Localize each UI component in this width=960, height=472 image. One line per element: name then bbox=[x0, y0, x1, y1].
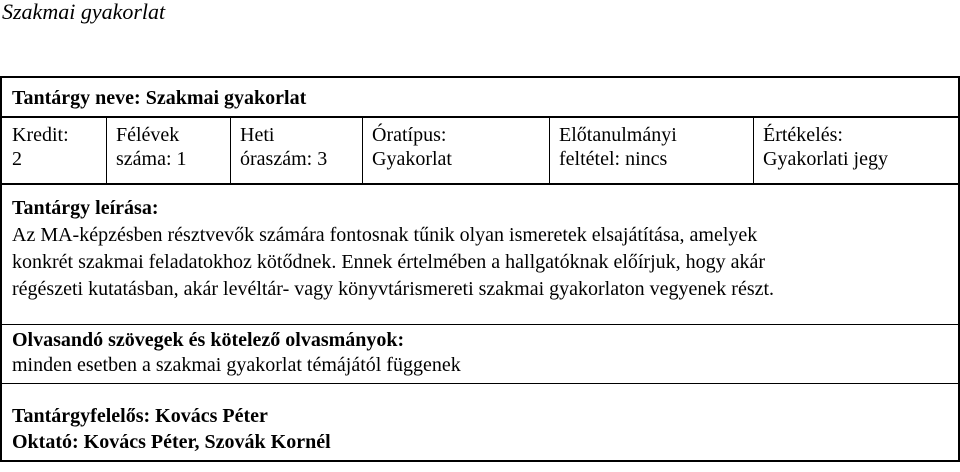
semester-value: száma: 1 bbox=[116, 148, 187, 170]
responsible-label: Tantárgyfelelős: Kovács Péter bbox=[12, 405, 268, 427]
divider bbox=[753, 118, 754, 183]
description-line: régészeti kutatásban, akár levéltár- vagy könyvtárismereti szakmai gyakorlaton vegyenek részt. bbox=[12, 278, 775, 300]
subject-row bbox=[2, 78, 958, 118]
evaluation-value: Gyakorlati jegy bbox=[763, 148, 888, 170]
document-title: Szakmai gyakorlat bbox=[2, 0, 166, 24]
readings-text: minden esetben a szakmai gyakorlat témájától függenek bbox=[12, 354, 461, 376]
evaluation-cell bbox=[763, 118, 888, 183]
prerequisite-label: Előtanulmányi bbox=[559, 124, 677, 146]
weekly-hours-value: óraszám: 3 bbox=[240, 148, 328, 170]
description-section bbox=[2, 185, 958, 325]
divider bbox=[362, 118, 363, 183]
readings-section bbox=[2, 325, 958, 384]
semester-label: Félévek bbox=[116, 124, 180, 146]
weekly-hours-cell bbox=[240, 118, 327, 183]
evaluation-label: Értékelés: bbox=[763, 124, 843, 146]
prerequisite-value: feltétel: nincs bbox=[559, 148, 668, 170]
divider bbox=[106, 118, 107, 183]
weekly-hours-label: Heti bbox=[240, 124, 275, 146]
class-type-cell bbox=[372, 118, 452, 183]
readings-label: Olvasandó szövegek és kötelező olvasmányok: bbox=[12, 329, 405, 351]
info-row bbox=[2, 118, 958, 185]
semester-cell bbox=[116, 118, 187, 183]
credit-label: Kredit: bbox=[12, 124, 69, 146]
divider bbox=[549, 118, 550, 183]
class-type-label: Óratípus: bbox=[372, 124, 447, 146]
prerequisite-cell bbox=[559, 118, 677, 183]
description-line: Az MA-képzésben résztvevők számára fontosnak tűnik olyan ismeretek elsajátítása, amelyek bbox=[12, 224, 758, 246]
credit-value: 2 bbox=[12, 148, 22, 170]
subject-title: Tantárgy neve: Szakmai gyakorlat bbox=[12, 87, 307, 109]
class-type-value: Gyakorlat bbox=[372, 148, 452, 170]
description-line: konkrét szakmai feladatokhoz kötődnek. Ennek értelmében a hallgatóknak előírjuk, hogy akár bbox=[12, 251, 766, 273]
instructor-label: Oktató: Kovács Péter, Szovák Kornél bbox=[12, 431, 331, 453]
course-table bbox=[0, 76, 960, 462]
divider bbox=[230, 118, 231, 183]
credit-cell bbox=[12, 118, 69, 183]
description-label: Tantárgy leírása: bbox=[12, 197, 159, 219]
responsible-section bbox=[2, 384, 958, 460]
